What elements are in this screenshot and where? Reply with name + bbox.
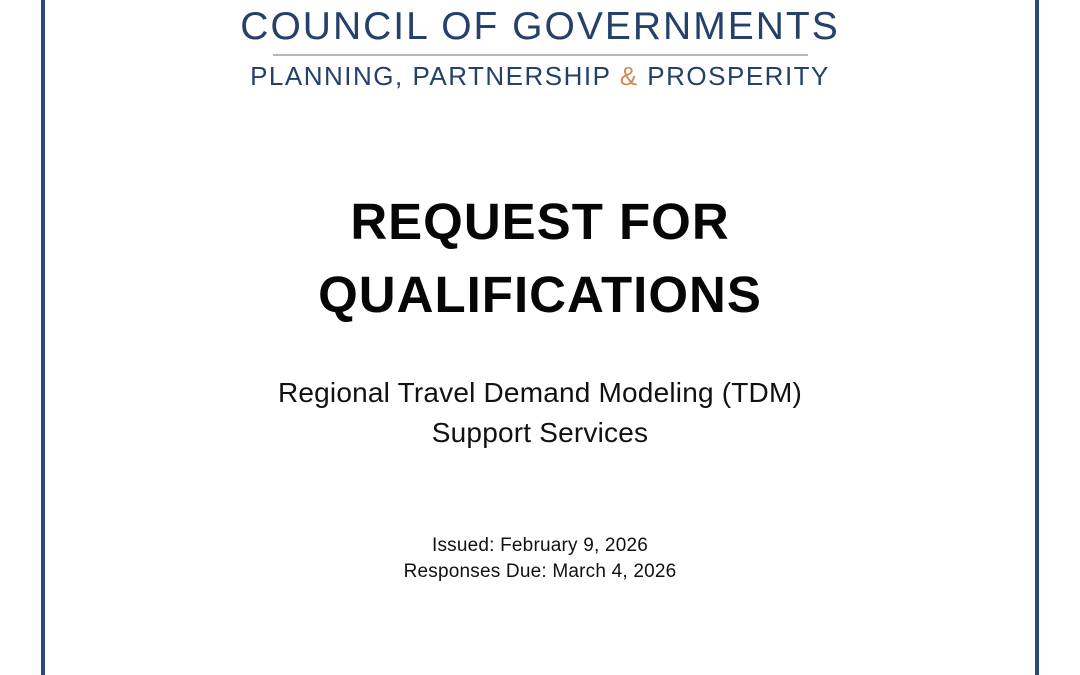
document-subject-line-2: Support Services [431,417,649,448]
document-title-line-1: REQUEST FOR [350,193,730,250]
document-subject-line-1: Regional Travel Demand Modeling (TDM) [277,377,803,408]
organization-name: COUNCIL OF GOVERNMENTS [240,5,840,48]
tagline-text-suffix: PROSPERITY [638,61,830,91]
document-dates [0,533,1080,585]
issued-date-line: Issued: February 9, 2026 [431,535,649,556]
responses-due-line: Responses Due: March 4, 2026 [403,561,677,582]
tagline-text-prefix: PLANNING, PARTNERSHIP [250,61,620,91]
document-title [0,185,1080,331]
organization-logo [0,5,1080,90]
document-subject [0,373,1080,453]
document-title-line-2: QUALIFICATIONS [318,266,762,323]
tagline-ampersand: & [619,61,639,91]
logo-divider-line [273,54,808,56]
organization-tagline [0,62,1080,90]
